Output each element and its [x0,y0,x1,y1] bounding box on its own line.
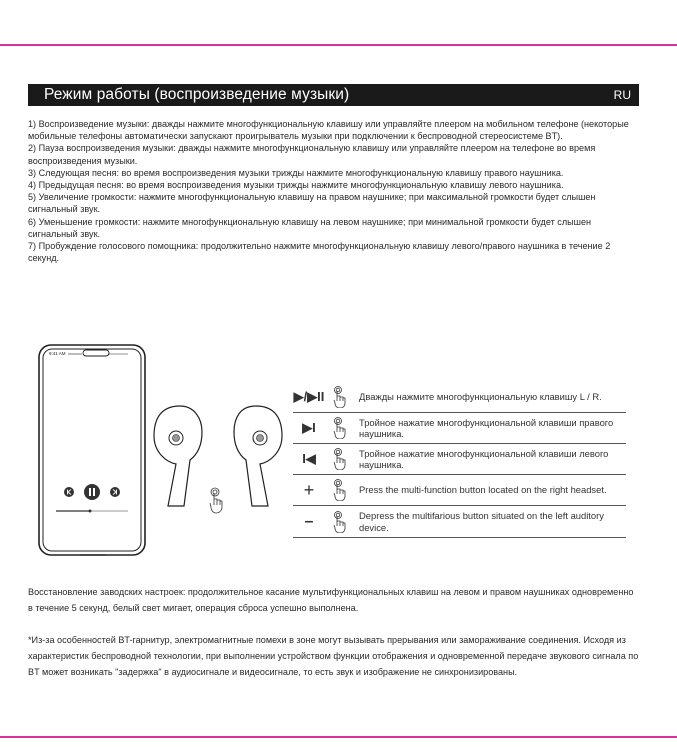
control-description: Дважды нажмите многофункциональную клавишу L / R. [359,391,602,403]
earbuds-illustration [150,400,286,520]
tap-hand-icon [325,385,355,409]
earbuds-icon [150,400,286,520]
previous-track-icon: I◀ [302,451,316,466]
next-track-icon: ▶I [302,420,316,435]
control-description: Press the multi-function button located on the right headset. [359,484,607,496]
instruction-item: 7) Пробуждение голосового помощника: продолжительно нажмите многофункциональную клавишу левого/правого наушника в течение 2 секунд. [28,241,611,264]
phone-illustration [38,344,148,558]
bt-note-text: *Из-за особенностей BT-гарнитур, электромагнитные помехи в зоне могут вызывать прерывания или замораживание соединения. Исходя из характеристик беспроводной технологии, при выполнении устройством функции отображения и одновременной передаче звукового сигнала по BT может возникать "задержка" в аудиосигнале и видеосигнале, то есть звук и изображение не синхронизированы. [28,635,639,677]
instruction-item: 2) Пауза воспроизведения музыки: дважды нажмите многофункциональную клавишу или управляйте плеером на телефоне во время воспроизведения музыки. [28,143,596,166]
instruction-item: 5) Увеличение громкости: нажмите многофункциональную клавишу на правом наушнике; при максимальной громкости будет слышен сигнальный звук. [28,192,596,215]
instruction-item: 1) Воспроизведение музыки: дважды нажмите многофункциональную клавишу или управляйте плеером на мобильном телефоне (некоторые мобильные телефоны автоматически запускают проигрыватель музыки при подключении к беспроводной стереосистеме BT). [28,119,629,142]
factory-reset-text: Восстановление заводских настроек: продолжительное касание мультифункциональных клавиш на левом и правом наушниках одновременно в течение 5 секунд, белый свет мигает, операция сброса успешно выполнена. [28,587,634,613]
controls-table [293,382,626,538]
tap-hand-icon [325,478,355,502]
control-row [293,444,626,475]
language-code: RU [613,88,631,102]
control-description: Тройное нажатие многофункциональной клавиши левого наушника. [359,447,609,470]
top-accent-line [0,44,677,46]
status-time: 9:41 AM [49,351,66,356]
instruction-item: 6) Уменьшение громкости: нажмите многофункциональную клавишу на левом наушнике; при минимальной громкости будет слышен сигнальный звук. [28,216,592,239]
play-pause-icon: ▶/▶II [293,389,325,404]
volume-down-icon: – [304,512,314,530]
instruction-list [28,118,640,264]
control-row [293,382,626,413]
phone-icon [38,344,148,558]
control-description: Тройное нажатие многофункциональной клавиши правого наушника. [359,416,614,439]
control-description: Depress the multifarious button situated on the left auditory device. [359,510,604,533]
instruction-item: 3) Следующая песня: во время воспроизведения музыки трижды нажмите многофункциональную клавишу правого наушника. [28,167,564,178]
instruction-item: 4) Предыдущая песня: во время воспроизведения музыки трижды нажмите многофункциональную клавишу левого наушника. [28,180,564,191]
bottom-accent-line [0,736,677,738]
control-row [293,475,626,506]
tap-hand-icon [325,416,355,440]
tap-hand-icon [325,447,355,471]
tap-hand-icon [325,510,355,534]
control-row [293,506,626,538]
section-title: Режим работы (воспроизведение музыки) [44,86,350,103]
section-header [28,84,639,106]
control-row [293,413,626,444]
volume-up-icon: + [303,479,315,500]
